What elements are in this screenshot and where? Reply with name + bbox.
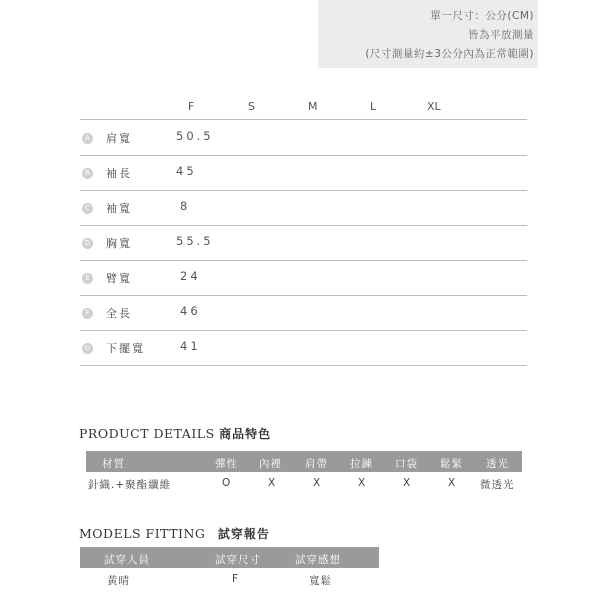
unit-note-line-2: 皆為平放測量	[468, 29, 534, 41]
header-model: 試穿人員	[104, 554, 150, 566]
header-strap: 肩帶	[305, 458, 328, 470]
unit-note-box	[318, 0, 538, 68]
measure-value: 55.5	[176, 234, 214, 248]
models-fitting-header-bar	[80, 547, 379, 568]
measure-name: 袖長	[106, 167, 132, 180]
size-col-s: S	[248, 100, 255, 113]
value-zipper: X	[358, 477, 367, 489]
size-col-xl: XL	[427, 100, 441, 113]
measure-value: 8	[180, 199, 191, 213]
header-fit-size: 試穿尺寸	[215, 554, 261, 566]
measure-value: 50.5	[176, 129, 214, 143]
value-lining: X	[268, 477, 277, 489]
measure-name: 袖寬	[106, 202, 132, 215]
size-row-d	[80, 226, 527, 261]
value-transparency: 微透光	[480, 479, 515, 491]
product-details-title-zh: 商品特色	[219, 427, 272, 441]
value-elasticity: O	[222, 477, 232, 489]
unit-note-line-1: 單一尺寸：公分(CM)	[430, 10, 534, 22]
measure-value: 24	[180, 269, 201, 283]
size-row-e	[80, 261, 527, 296]
product-details-title	[79, 425, 271, 442]
models-fitting-title-en: MODELS FITTING	[79, 526, 206, 541]
row-letter-badge: G	[82, 343, 93, 354]
unit-note-line-3: (尺寸測量約±3公分內為正常範圍)	[365, 48, 534, 60]
size-col-l: L	[370, 100, 377, 113]
row-letter-badge: B	[82, 168, 93, 179]
models-fitting-title-zh: 試穿報告	[217, 527, 270, 541]
header-lining: 內裡	[259, 458, 282, 470]
header-fit-feedback: 試穿感想	[295, 554, 341, 566]
header-elastic-band: 鬆緊	[440, 458, 463, 470]
size-row-f	[80, 296, 527, 331]
value-model: 黃晴	[107, 575, 130, 587]
value-fit-feedback: 寬鬆	[309, 575, 332, 587]
row-letter-badge: A	[82, 133, 93, 144]
value-strap: X	[313, 477, 322, 489]
size-row-b	[80, 156, 527, 191]
header-pocket: 口袋	[395, 458, 418, 470]
measure-value: 45	[176, 164, 197, 178]
size-row-c	[80, 191, 527, 226]
product-details-title-en: PRODUCT DETAILS	[79, 426, 215, 441]
product-details-header-bar	[86, 451, 522, 472]
measure-name: 臂寬	[106, 272, 132, 285]
value-pocket: X	[403, 477, 412, 489]
measure-value: 41	[180, 339, 201, 353]
header-elasticity: 彈性	[215, 458, 238, 470]
measure-name: 下擺寬	[106, 342, 145, 355]
models-fitting-title	[79, 525, 270, 542]
size-row-g	[80, 331, 527, 366]
measure-name: 肩寬	[106, 132, 132, 145]
measure-name: 胸寬	[106, 237, 132, 250]
measure-name: 全長	[106, 307, 132, 320]
value-material: 針織.+聚酯纖維	[88, 479, 172, 491]
size-table-top-rule	[80, 119, 527, 120]
row-letter-badge: E	[82, 273, 93, 284]
models-fitting-values	[80, 573, 379, 591]
value-elastic-band: X	[448, 477, 457, 489]
size-col-f: F	[188, 100, 195, 113]
header-transparency: 透光	[486, 458, 509, 470]
value-fit-size: F	[232, 573, 240, 585]
header-zipper: 拉鍊	[350, 458, 373, 470]
row-letter-badge: C	[82, 203, 93, 214]
row-letter-badge: F	[82, 308, 93, 319]
size-row-a	[80, 121, 527, 156]
measure-value: 46	[180, 304, 201, 318]
size-col-m: M	[308, 100, 318, 113]
product-details-values	[86, 477, 522, 495]
header-material: 材質	[102, 458, 125, 470]
row-letter-badge: D	[82, 238, 93, 249]
